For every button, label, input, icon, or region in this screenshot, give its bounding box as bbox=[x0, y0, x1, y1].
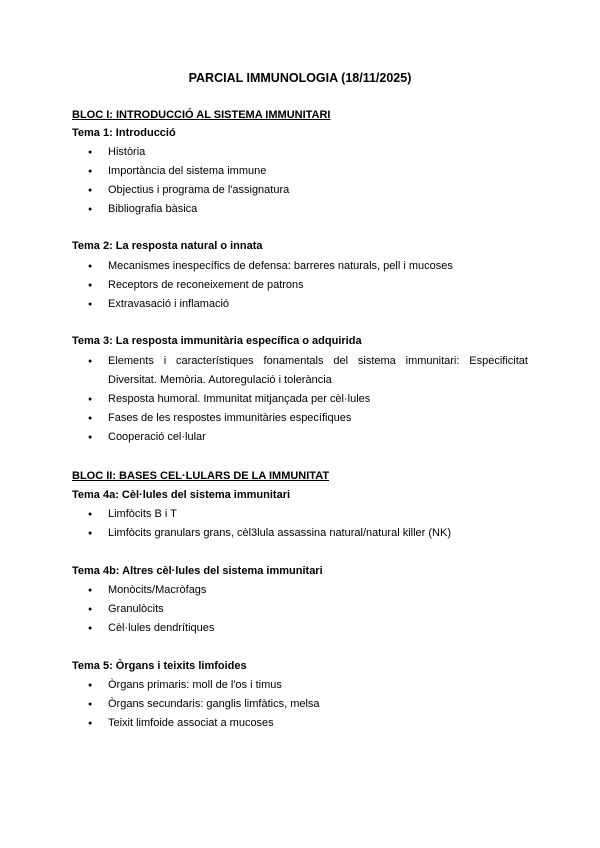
bullet-icon: ● bbox=[88, 301, 93, 308]
bullet-icon: ● bbox=[88, 396, 93, 403]
bullet-icon: ● bbox=[88, 511, 93, 518]
bullet-icon: ● bbox=[88, 530, 93, 537]
document-title: PARCIAL IMMUNOLOGIA (18/11/2025) bbox=[188, 71, 412, 85]
list-item: Limfòcits B i T bbox=[108, 508, 177, 520]
bullet-icon: ● bbox=[88, 282, 93, 289]
list-item: Extravasació i inflamació bbox=[108, 298, 230, 310]
bullet-icon: ● bbox=[88, 587, 93, 594]
list-item: Receptors de reconeixement de patrons bbox=[108, 279, 304, 291]
list-item: Mecanismes inespecífics de defensa: barreres naturals, pell i mucoses bbox=[108, 260, 453, 272]
tema-2-heading: Tema 2: La resposta natural o innata bbox=[72, 240, 263, 252]
tema-4a-heading: Tema 4a: Cèl·lules del sistema immunitari bbox=[72, 489, 291, 501]
bullet-icon: ● bbox=[88, 263, 93, 270]
list-item: Cèl·lules dendrítiques bbox=[108, 622, 215, 634]
bullet-icon: ● bbox=[88, 682, 93, 689]
list-item: Òrgans primaris: moll de l'os i timus bbox=[108, 679, 282, 691]
list-item: Importància del sistema immune bbox=[108, 165, 267, 177]
tema-3-heading: Tema 3: La resposta immunitària específica o adquirida bbox=[72, 335, 362, 347]
list-item: Resposta humoral. Immunitat mitjançada per cèl·lules bbox=[108, 393, 371, 405]
bullet-icon: ● bbox=[88, 606, 93, 613]
bullet-icon: ● bbox=[88, 415, 93, 422]
bullet-icon: ● bbox=[88, 701, 93, 708]
bullet-icon: ● bbox=[88, 434, 93, 441]
bullet-icon: ● bbox=[88, 206, 93, 213]
bloc-2-heading: BLOC II: BASES CEL·LULARS DE LA IMMUNITAT bbox=[72, 470, 330, 482]
list-item: Òrgans secundaris: ganglis limfàtics, melsa bbox=[108, 698, 320, 710]
bullet-icon: ● bbox=[88, 187, 93, 194]
bullet-icon: ● bbox=[88, 720, 93, 727]
list-item: Història bbox=[108, 146, 146, 158]
list-item: Cooperació cel·lular bbox=[108, 431, 206, 443]
list-item: Bibliografia bàsica bbox=[108, 203, 198, 215]
list-item: Fases de les respostes immunitàries específiques bbox=[108, 412, 352, 424]
tema-5-heading: Tema 5: Òrgans i teixits limfoides bbox=[72, 660, 247, 672]
list-item: Limfòcits granulars grans, cèl3lula assassina natural/natural killer (NK) bbox=[108, 527, 451, 539]
tema-1-heading: Tema 1: Introducció bbox=[72, 127, 176, 139]
bullet-icon: ● bbox=[88, 625, 93, 632]
list-item: Granulòcits bbox=[108, 603, 164, 615]
tema-4b-heading: Tema 4b: Altres cèl·lules del sistema immunitari bbox=[72, 565, 323, 577]
list-item: Elements i característiques fonamentals del sistema immunitari: Especificitat Diversitat. Memòria. Autoregulació i tolerància bbox=[108, 355, 528, 386]
bullet-icon: ● bbox=[88, 168, 93, 175]
list-item: Objectius i programa de l'assignatura bbox=[108, 184, 290, 196]
list-item: Monòcits/Macròfags bbox=[108, 584, 207, 596]
bullet-icon: ● bbox=[88, 149, 93, 156]
list-item: Teixit limfoide associat a mucoses bbox=[108, 717, 274, 729]
bullet-icon: ● bbox=[88, 358, 93, 365]
bloc-1-heading: BLOC I: INTRODUCCIÓ AL SISTEMA IMMUNITARI bbox=[72, 109, 331, 121]
